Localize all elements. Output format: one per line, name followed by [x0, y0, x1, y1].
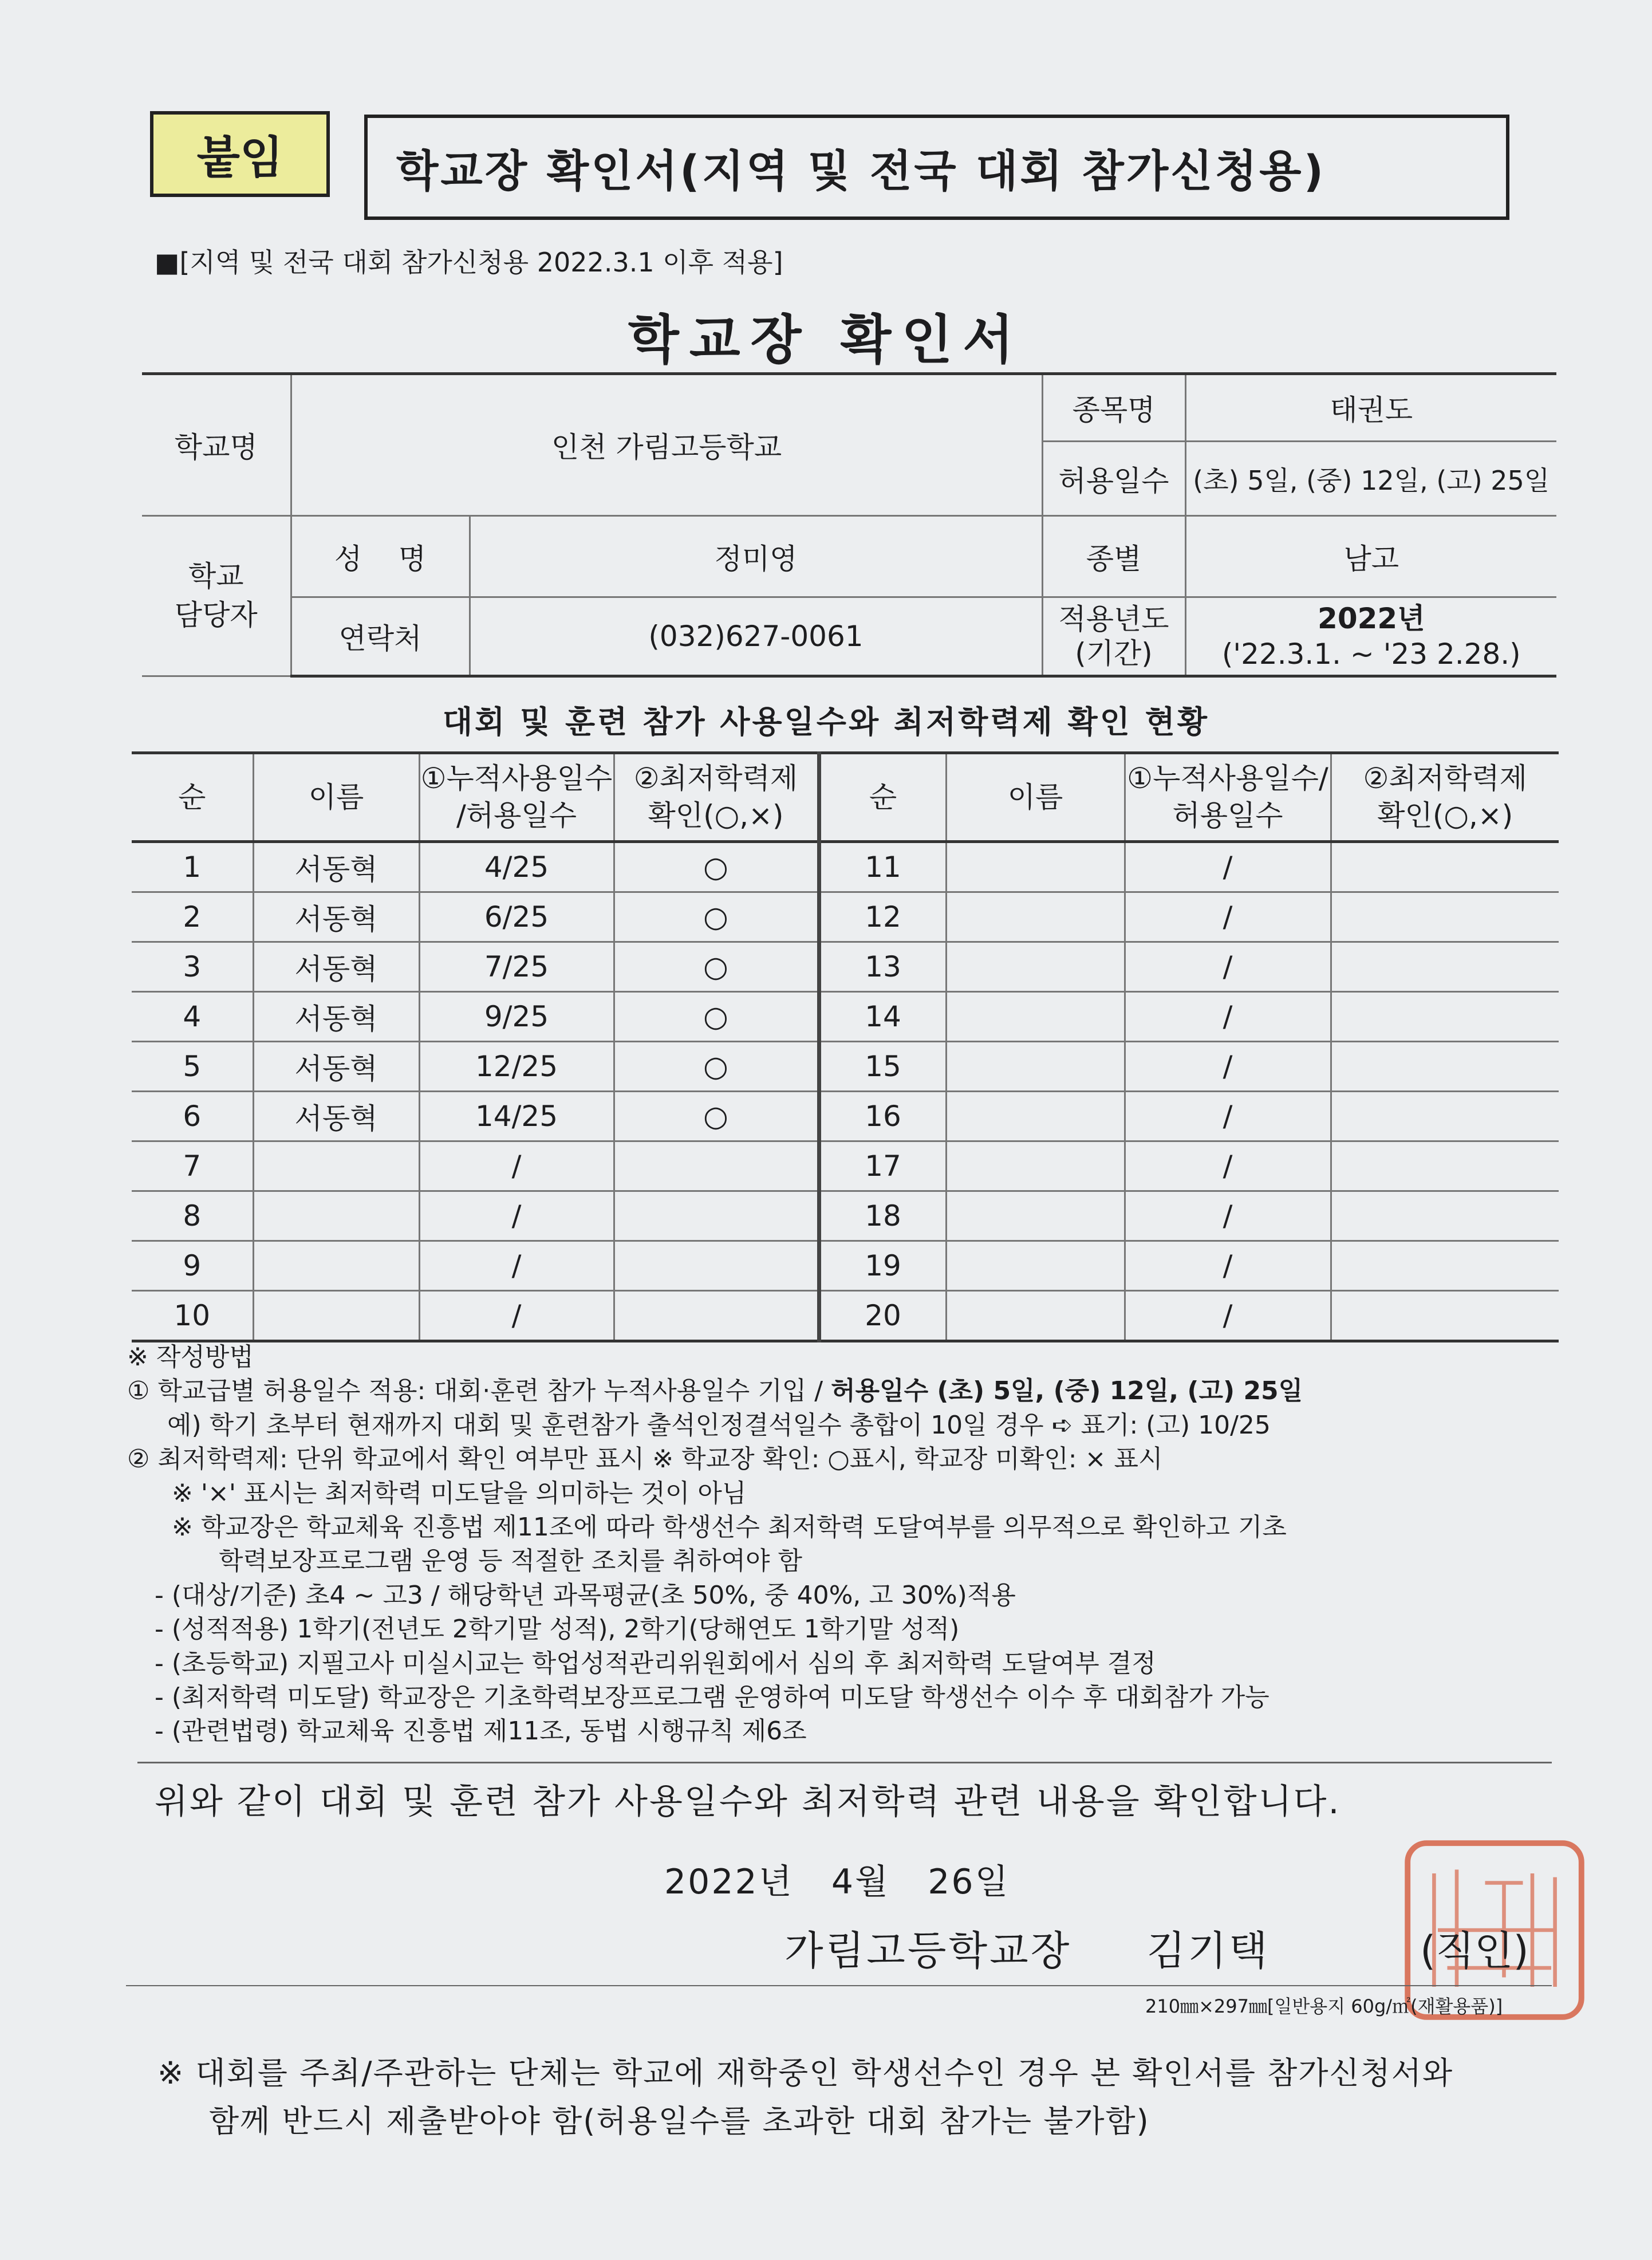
cell-name: 서동혁: [253, 942, 419, 992]
cell-name2: [946, 1042, 1125, 1092]
cell-days: 14/25: [419, 1092, 614, 1141]
table-row: [132, 1042, 1559, 1092]
cell-days: 9/25: [419, 992, 614, 1042]
cell-days: /: [419, 1141, 614, 1191]
cell-days: 12/25: [419, 1042, 614, 1092]
cell-no: 7: [132, 1141, 253, 1191]
table-header-row: [132, 753, 1559, 842]
cell-days2: /: [1125, 892, 1331, 942]
table-row: [132, 892, 1559, 942]
divider-bottom: [126, 1985, 1552, 1986]
table-row: [132, 842, 1559, 892]
event-label: 종목명: [1042, 374, 1185, 442]
cell-no2: 12: [819, 892, 946, 942]
cell-min: ○: [614, 942, 819, 992]
school-value: 인천 가림고등학교: [291, 374, 1042, 516]
table-row: [132, 1291, 1559, 1341]
note-1b: 허용일수 (초) 5일, (중) 12일, (고) 25일: [831, 1376, 1303, 1406]
cell-min2: [1331, 892, 1559, 942]
cell-days2: /: [1125, 842, 1331, 892]
participation-table: [132, 751, 1559, 1342]
cell-name2: [946, 1241, 1125, 1291]
cell-no: 9: [132, 1241, 253, 1291]
cell-days: 7/25: [419, 942, 614, 992]
cell-name2: [946, 1141, 1125, 1191]
name-value: 정미영: [470, 516, 1042, 597]
note-8: - (최저학력 미도달) 학교장은 기초학력보장프로그램 운영하여 미도달 학생선수 이수 후 대회참가 가능: [155, 1682, 1269, 1712]
manager-label: 학교 담당자: [142, 516, 291, 676]
cell-name: [253, 1191, 419, 1241]
event-value: 태권도: [1185, 374, 1556, 442]
cell-days2: /: [1125, 1092, 1331, 1141]
note-9: - (관련법령) 학교체육 진흥법 제11조, 동법 시행규칙 제6조: [155, 1716, 807, 1746]
cell-min: ○: [614, 892, 819, 942]
footer-line-1: ※ 대회를 주최/주관하는 단체는 학교에 재학중인 학생선수인 경우 본 확인서를 참가신청서와: [157, 2055, 1454, 2091]
seal-label: (직인): [1420, 1927, 1529, 1974]
cell-min2: [1331, 842, 1559, 892]
cell-min2: [1331, 1092, 1559, 1141]
name-label: 성 명: [291, 516, 470, 597]
header-min-2: ②최저학력제 확인(○,×): [1331, 753, 1559, 842]
cell-min2: [1331, 1241, 1559, 1291]
instructions: [127, 1340, 1559, 1749]
cell-no: 4: [132, 992, 253, 1042]
signer: 가림고등학교장 김기택: [784, 1927, 1270, 1974]
cell-days: /: [419, 1291, 614, 1341]
cell-min: [614, 1291, 819, 1341]
header-name: 이름: [253, 753, 419, 842]
divider-top: [137, 1762, 1552, 1763]
cell-days2: /: [1125, 1141, 1331, 1191]
header-days: ①누적사용일수 /허용일수: [419, 753, 614, 842]
cell-name2: [946, 842, 1125, 892]
cell-min: ○: [614, 1042, 819, 1092]
cell-min: ○: [614, 992, 819, 1042]
table-row: [132, 1191, 1559, 1241]
issue-date: 2022년 4월 26일: [664, 1862, 1010, 1902]
cell-days: /: [419, 1191, 614, 1241]
cell-name2: [946, 892, 1125, 942]
cell-name: 서동혁: [253, 1092, 419, 1141]
confirm-statement: 위와 같이 대회 및 훈련 참가 사용일수와 최저학력 관련 내용을 확인합니다.: [155, 1782, 1341, 1822]
cell-no: 3: [132, 942, 253, 992]
cell-min: ○: [614, 842, 819, 892]
header-min: ②최저학력제 확인(○,×): [614, 753, 819, 842]
footer-line-2: 함께 반드시 제출받아야 함(허용일수를 초과한 대회 참가는 불가함): [209, 2102, 1150, 2139]
note-7: - (초등학교) 지필고사 미실시교는 학업성적관리위원회에서 심의 후 최저학력 도달여부 결정: [155, 1648, 1156, 1678]
cell-no2: 20: [819, 1291, 946, 1341]
cell-name: [253, 1291, 419, 1341]
cell-no2: 16: [819, 1092, 946, 1141]
cell-min: [614, 1241, 819, 1291]
note-1c: 예) 학기 초부터 현재까지 대회 및 훈련참가 출석인정결석일수 총합이 10일 경우 ➪ 표기: (고) 10/25: [167, 1410, 1271, 1440]
cell-no: 6: [132, 1092, 253, 1141]
table-row: [132, 1092, 1559, 1141]
allowed-days-value: (초) 5일, (중) 12일, (고) 25일: [1185, 442, 1556, 516]
cell-name: 서동혁: [253, 842, 419, 892]
note-1a: ① 학교급별 허용일수 적용: 대회·훈련 참가 누적사용일수 기입 /: [127, 1376, 831, 1406]
cell-name: 서동혁: [253, 892, 419, 942]
note-5: - (대상/기준) 초4 ~ 고3 / 해당학년 과목평균(초 50%, 중 40%, 고 30%)적용: [155, 1580, 1016, 1610]
cell-name2: [946, 1191, 1125, 1241]
cell-min2: [1331, 992, 1559, 1042]
note-3: ※ '×' 표시는 최저학력 미도달을 의미하는 것이 아님: [172, 1478, 747, 1508]
year-period: ('22.3.1. ~ '23 2.28.): [1221, 637, 1521, 671]
paper-spec: 210㎜×297㎜[일반용지 60g/㎡(재활용품)]: [1145, 1995, 1503, 2017]
cell-no: 5: [132, 1042, 253, 1092]
table-row: [132, 942, 1559, 992]
contact-value: (032)627-0061: [470, 597, 1042, 676]
header-no: 순: [132, 753, 253, 842]
cell-no2: 19: [819, 1241, 946, 1291]
cell-min2: [1331, 1042, 1559, 1092]
cell-min: ○: [614, 1092, 819, 1141]
note-4a: ※ 학교장은 학교체육 진흥법 제11조에 따라 학생선수 최저학력 도달여부를 의무적으로 확인하고 기초: [172, 1512, 1287, 1542]
cell-name: [253, 1241, 419, 1291]
year-value: 2022년: [1318, 601, 1425, 635]
header-name-2: 이름: [946, 753, 1125, 842]
page-title: 학교장 확인서: [628, 309, 1024, 371]
cell-days: 6/25: [419, 892, 614, 942]
cell-days2: /: [1125, 942, 1331, 992]
allowed-days-label: 허용일수: [1042, 442, 1185, 516]
cell-days2: /: [1125, 1291, 1331, 1341]
cell-name: 서동혁: [253, 1042, 419, 1092]
year-label: 적용년도 (기간): [1042, 597, 1185, 676]
cell-no: 10: [132, 1291, 253, 1341]
cell-days2: /: [1125, 1191, 1331, 1241]
cell-min: [614, 1191, 819, 1241]
note-2: ② 최저학력제: 단위 학교에서 확인 여부만 표시 ※ 학교장 확인: ○표시, 학교장 미확인: × 표시: [127, 1444, 1163, 1474]
table-row: [132, 992, 1559, 1042]
category-value: 남고: [1185, 516, 1556, 597]
section-title: 대회 및 훈련 참가 사용일수와 최저학력제 확인 현황: [442, 704, 1210, 740]
cell-no2: 13: [819, 942, 946, 992]
contact-label: 연락처: [291, 597, 470, 676]
note-4b: 학력보장프로그램 운영 등 적절한 조치를 취하여야 함: [219, 1546, 803, 1576]
cell-days2: /: [1125, 992, 1331, 1042]
header-no-2: 순: [819, 753, 946, 842]
cell-no2: 11: [819, 842, 946, 892]
cell-days2: /: [1125, 1241, 1331, 1291]
table-row: [132, 1141, 1559, 1191]
cell-no2: 14: [819, 992, 946, 1042]
header-days-2: ①누적사용일수/ 허용일수: [1125, 753, 1331, 842]
cell-min2: [1331, 942, 1559, 992]
cell-no2: 18: [819, 1191, 946, 1241]
subheading: ■[지역 및 전국 대회 참가신청용 2022.3.1 이후 적용]: [155, 247, 783, 278]
cell-no: 8: [132, 1191, 253, 1241]
year-cell: [1185, 597, 1556, 676]
cell-min2: [1331, 1141, 1559, 1191]
cell-name2: [946, 1291, 1125, 1341]
attachment-tag: 붙임: [150, 111, 330, 197]
cell-min: [614, 1141, 819, 1191]
note-6: - (성적적용) 1학기(전년도 2학기말 성적), 2학기(당해연도 1학기말 성적): [155, 1615, 960, 1644]
cell-name2: [946, 992, 1125, 1042]
table-row: [132, 1241, 1559, 1291]
cell-no2: 17: [819, 1141, 946, 1191]
cell-no: 1: [132, 842, 253, 892]
notes-header: ※ 작성방법: [127, 1342, 254, 1372]
cell-days: 4/25: [419, 842, 614, 892]
footer-note: [157, 2049, 1453, 2145]
cell-name2: [946, 942, 1125, 992]
document-header-title: 학교장 확인서(지역 및 전국 대회 참가신청용): [364, 115, 1509, 220]
cell-name2: [946, 1092, 1125, 1141]
school-label: 학교명: [142, 374, 291, 516]
cell-name: [253, 1141, 419, 1191]
cell-name: 서동혁: [253, 992, 419, 1042]
note-1: [127, 1374, 1559, 1408]
category-label: 종별: [1042, 516, 1185, 597]
cell-min2: [1331, 1191, 1559, 1241]
school-info-table: [142, 372, 1556, 678]
cell-no: 2: [132, 892, 253, 942]
cell-min2: [1331, 1291, 1559, 1341]
cell-days2: /: [1125, 1042, 1331, 1092]
cell-days: /: [419, 1241, 614, 1291]
cell-no2: 15: [819, 1042, 946, 1092]
